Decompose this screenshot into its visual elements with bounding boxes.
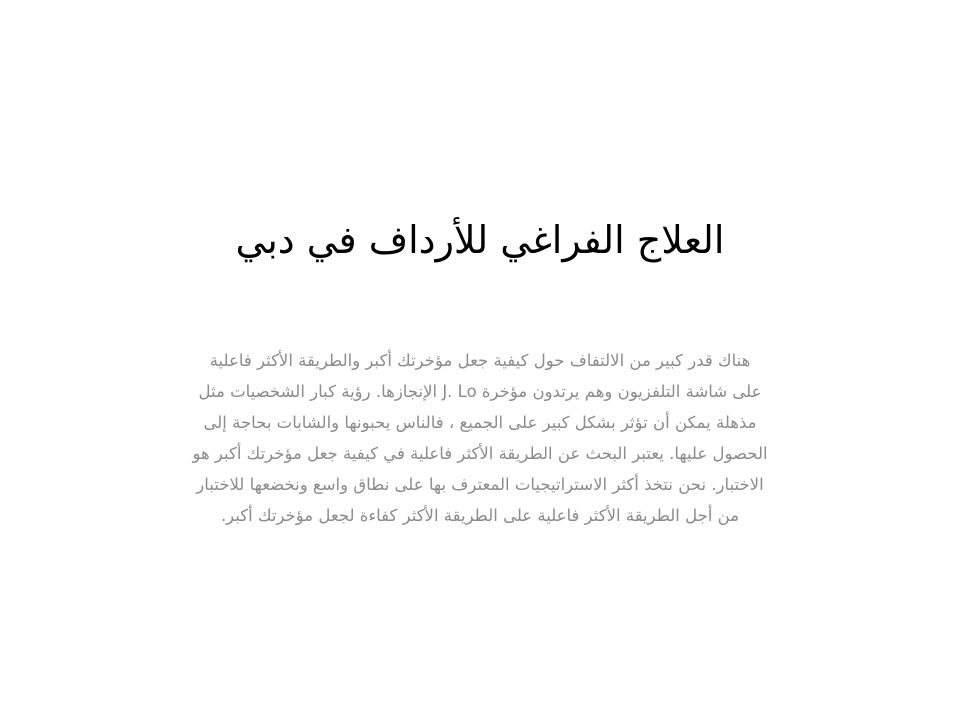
body-line: الحصول عليها. يعتبر البحث عن الطريقة الأكثر فاعلية في كيفية جعل مؤخرتك أكبر هو	[192, 444, 768, 463]
body-line: من أجل الطريقة الأكثر فاعلية على الطريقة الأكثر كفاءة لجعل مؤخرتك أكبر.	[220, 506, 740, 525]
slide-title: العلاج الفراغي للأرداف في دبي	[235, 218, 725, 262]
body-line: هناك قدر كبير من الالتفاف حول كيفية جعل مؤخرتك أكبر والطريقة الأكثر فاعلية	[209, 351, 751, 370]
body-line: على شاشة التلفزيون وهم يرتدون مؤخرة J. Lo الإنجازها. رؤية كبار الشخصيات مثل	[198, 382, 762, 401]
body-line: مذهلة يمكن أن تؤثر بشكل كبير على الجميع ، فالناس يحبونها والشابات بحاجة إلى	[203, 413, 757, 432]
body-line: الاختبار. نحن نتخذ أكثر الاستراتيجيات المعترف بها على نطاق واسع ونخضعها للاختبار	[196, 475, 764, 494]
slide-body	[96, 345, 864, 531]
